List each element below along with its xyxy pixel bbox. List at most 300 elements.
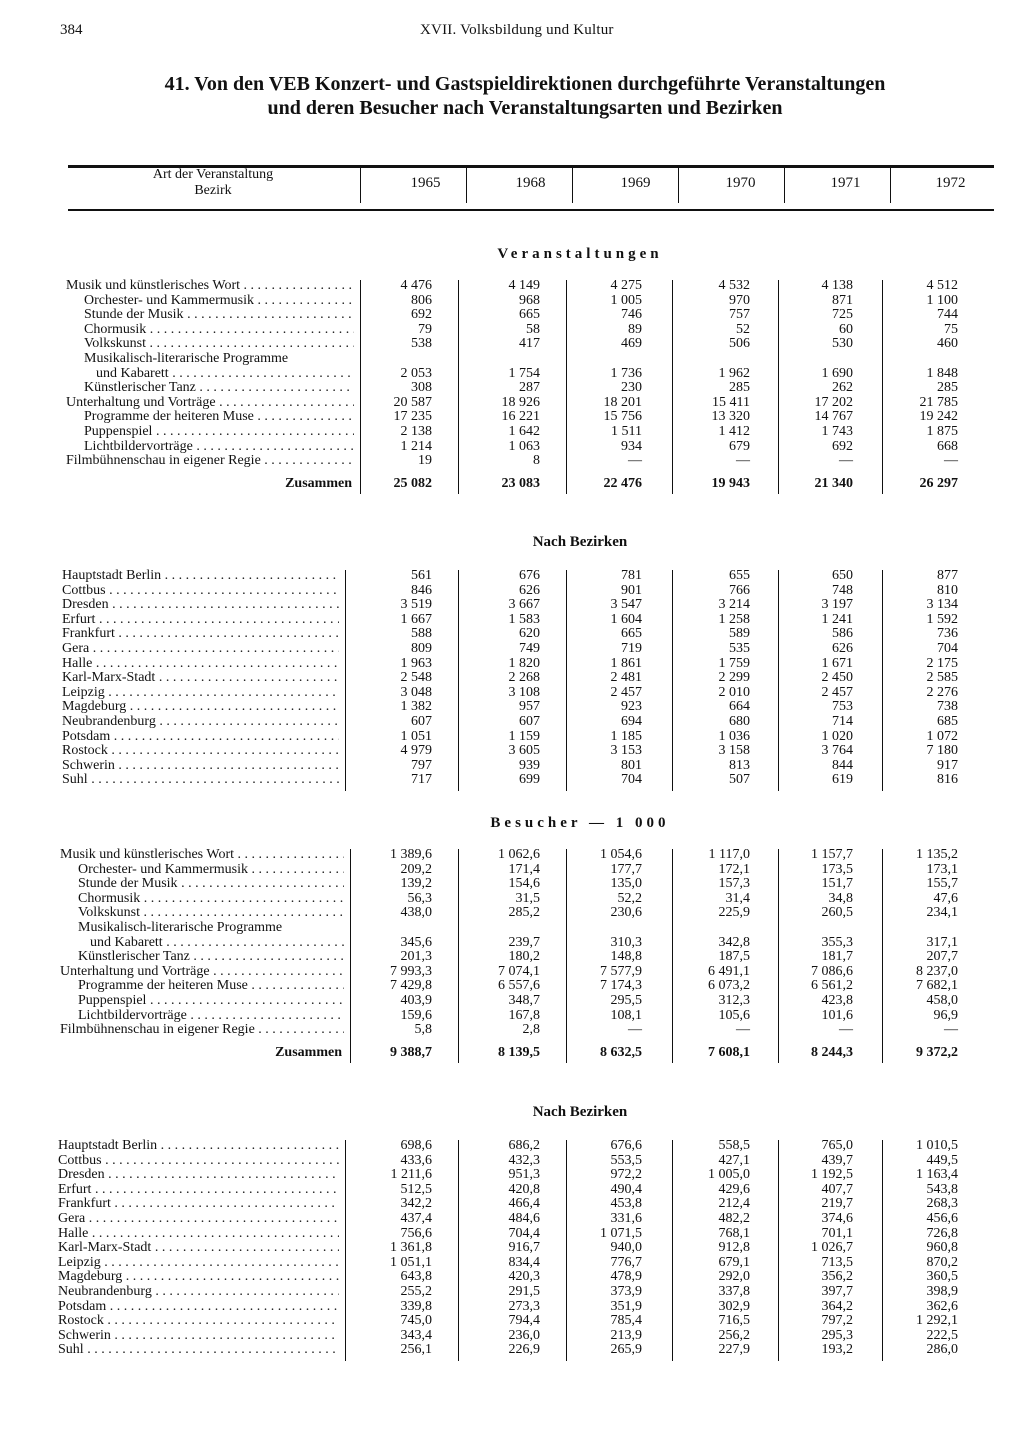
cell-1972: 7 682,1: [916, 978, 958, 994]
cell-1969: 3 547: [610, 597, 642, 613]
row-label: Filmbühnenschau in eigener Regie . . .: [66, 453, 354, 468]
cell-1970: 813: [729, 757, 750, 773]
cell-1971: 844: [832, 757, 853, 773]
cell-1965: 1 361,8: [390, 1240, 432, 1256]
table-row: [0, 568, 1024, 583]
cell-1969: 934: [621, 438, 642, 454]
cell-1971: 356,2: [821, 1269, 853, 1285]
table-row: [0, 949, 1024, 964]
table-row: [0, 1182, 1024, 1197]
year-header-1965: 1965: [410, 175, 441, 191]
cell-1965: 3 048: [400, 684, 432, 700]
cell-1965: 1 211,6: [390, 1167, 432, 1183]
cell-1971: 7 086,6: [811, 963, 853, 979]
cell-1965: 433,6: [400, 1152, 432, 1168]
table-row: [0, 322, 1024, 337]
cell-1972: 362,6: [926, 1298, 958, 1314]
cell-1969: 478,9: [610, 1269, 642, 1285]
cell-1968: 676: [519, 568, 540, 583]
cell-1970: 337,8: [718, 1284, 750, 1299]
cell-1970: 768,1: [718, 1225, 750, 1241]
row-label: Lichtbildervorträge . . .: [78, 1008, 344, 1023]
cell-1970: 3 214: [718, 597, 750, 613]
cell-1969: 1 005: [610, 292, 642, 308]
cell-1971: 714: [832, 714, 853, 729]
row-label: Hauptstadt Berlin . . .: [58, 1138, 339, 1153]
cell-1969: 7 577,9: [600, 963, 642, 979]
cell-1970: 15 411: [712, 394, 750, 410]
row-label: Musik und künstlerisches Wort . . .: [66, 278, 354, 293]
table-row: [0, 758, 1024, 773]
header-divider: [890, 167, 891, 203]
cell-1971: 1 690: [821, 365, 853, 381]
cell-1969: 52,2: [617, 890, 642, 906]
cell-1972: 360,5: [926, 1269, 958, 1285]
cell-1969: 8 632,5: [600, 1044, 642, 1060]
cell-1970: 6 491,1: [708, 963, 750, 979]
cell-1968: 236,0: [508, 1327, 540, 1343]
cell-1972: 155,7: [926, 876, 958, 892]
cell-1970: 589: [729, 626, 750, 642]
table-row: [0, 641, 1024, 656]
header-divider: [466, 167, 467, 203]
cell-1965: 342,2: [400, 1196, 432, 1212]
cell-1969: 89: [628, 321, 642, 337]
column-rule: [778, 1140, 779, 1361]
cell-1970: 1 005,0: [708, 1167, 750, 1183]
table-row: [0, 1240, 1024, 1255]
table-row: [0, 612, 1024, 627]
table-row: [0, 978, 1024, 993]
cell-1970: 13 320: [711, 409, 750, 425]
cell-1965: 2 053: [400, 365, 432, 381]
cell-1970: 302,9: [718, 1298, 750, 1314]
cell-1969: 1 604: [610, 611, 642, 627]
table-row: [0, 1226, 1024, 1241]
row-label: Chormusik . . .: [84, 322, 354, 337]
cell-1971: 692: [832, 438, 853, 454]
cell-1968: 1 063: [508, 438, 540, 454]
cell-1969: 7 174,3: [600, 978, 642, 994]
cell-1965: 797: [411, 757, 432, 773]
column-rule: [672, 280, 673, 494]
cell-1972: 738: [937, 699, 958, 715]
column-rule: [778, 849, 779, 1063]
cell-1965: 437,4: [400, 1211, 432, 1226]
table-row: [0, 1313, 1024, 1328]
cell-1972: 19 242: [919, 409, 958, 425]
cell-1969: 1 736: [610, 365, 642, 381]
cell-1965: 717: [411, 772, 432, 788]
row-label: Frankfurt . . .: [58, 1196, 339, 1211]
cell-1972: 1 135,2: [916, 847, 958, 862]
cell-1970: 757: [729, 307, 750, 323]
cell-1969: 177,7: [610, 861, 642, 877]
year-header-1968: 1968: [515, 175, 546, 191]
cell-1970: 912,8: [718, 1240, 750, 1256]
cell-1965: 403,9: [400, 993, 432, 1008]
header-divider: [572, 167, 573, 203]
cell-1972: 668: [937, 438, 958, 454]
cell-1968: 686,2: [508, 1138, 540, 1153]
cell-1965: 561: [411, 568, 432, 583]
cell-1972: 75: [944, 321, 958, 337]
cell-1972: 1 292,1: [916, 1313, 958, 1329]
cell-1968: 171,4: [508, 861, 540, 877]
cell-1971: 181,7: [821, 949, 853, 965]
column-rule: [882, 1140, 883, 1361]
cell-1965: 56,3: [407, 890, 432, 906]
cell-1969: 1 185: [610, 728, 642, 744]
cell-1971: 1 241: [821, 611, 853, 627]
cell-1969: 453,8: [610, 1196, 642, 1212]
table-row: [0, 307, 1024, 322]
cell-1968: 3 605: [508, 743, 540, 759]
cell-1971: 2 457: [821, 684, 853, 700]
cell-1969: 351,9: [610, 1298, 642, 1314]
cell-1969: 1 511: [611, 424, 642, 439]
cell-1969: 15 756: [603, 409, 642, 425]
year-header-1972: 1972: [935, 175, 966, 191]
cell-1965: 1 382: [400, 699, 432, 715]
cell-1965: 809: [411, 641, 432, 656]
cell-1965: 139,2: [400, 876, 432, 892]
cell-1965: 19: [418, 453, 432, 469]
cell-1965: 308: [411, 380, 432, 396]
cell-1969: 22 476: [603, 475, 642, 491]
cell-1968: 432,3: [508, 1152, 540, 1168]
cell-1965: 745,0: [400, 1313, 432, 1329]
cell-1971: —: [839, 453, 853, 469]
row-label: Orchester- und Kammermusik . . .: [84, 293, 354, 308]
cell-1972: 21 785: [919, 394, 958, 410]
row-label: und Kabarett . . .: [90, 935, 344, 950]
cell-1972: 173,1: [926, 861, 958, 877]
cell-1971: 619: [832, 772, 853, 788]
cell-1969: 940,0: [610, 1240, 642, 1256]
cell-1972: 47,6: [933, 890, 958, 906]
row-label: Filmbühnenschau in eigener Regie . . .: [60, 1022, 344, 1037]
table-row: [0, 366, 1024, 381]
cell-1965: 1 389,6: [390, 847, 432, 862]
row-label: Stunde der Musik . . .: [84, 307, 354, 322]
cell-1969: 148,8: [610, 949, 642, 965]
cell-1968: 834,4: [508, 1254, 540, 1270]
cell-1968: 287: [519, 380, 540, 396]
cell-1970: 970: [729, 292, 750, 308]
cell-1969: 1 861: [610, 655, 642, 671]
cell-1972: 7 180: [926, 743, 958, 759]
cell-1971: —: [839, 1022, 853, 1038]
cell-1968: 226,9: [508, 1342, 540, 1358]
cell-1968: 23 083: [501, 475, 540, 491]
cell-1965: 806: [411, 292, 432, 308]
cell-1970: 105,6: [718, 1007, 750, 1023]
cell-1965: 7 993,3: [390, 963, 432, 979]
cell-1965: 1 214: [400, 438, 432, 454]
cell-1970: 716,5: [718, 1313, 750, 1329]
cell-1965: 1 051,1: [390, 1254, 432, 1270]
cell-1970: 558,5: [718, 1138, 750, 1153]
column-rule: [672, 1140, 673, 1361]
column-rule: [778, 280, 779, 494]
running-head: XVII. Volksbildung und Kultur: [420, 22, 614, 38]
cell-1971: 17 202: [814, 394, 853, 410]
cell-1971: 423,8: [821, 993, 853, 1008]
cell-1971: 713,5: [821, 1254, 853, 1270]
cell-1969: 553,5: [610, 1152, 642, 1168]
cell-1969: 4 275: [610, 278, 642, 293]
cell-1972: 317,1: [926, 934, 958, 950]
section-title: Nach Bezirken: [532, 534, 628, 550]
year-header-1970: 1970: [725, 175, 756, 191]
cell-1971: 193,2: [821, 1342, 853, 1358]
cell-1972: 286,0: [926, 1342, 958, 1358]
table-row: [0, 1022, 1024, 1037]
cell-1969: 295,5: [610, 993, 642, 1008]
cell-1971: 14 767: [814, 409, 853, 425]
cell-1968: 285,2: [508, 905, 540, 921]
row-label: Gera . . .: [62, 641, 339, 656]
cell-1971: 1 192,5: [811, 1167, 853, 1183]
cell-1970: 482,2: [718, 1211, 750, 1226]
cell-1968: 951,3: [508, 1167, 540, 1183]
section-title: Nach Bezirken: [532, 1104, 628, 1120]
table-row: [0, 862, 1024, 877]
cell-1969: 2 481: [610, 670, 642, 686]
column-header: [68, 167, 994, 209]
column-rule: [458, 849, 459, 1063]
table-row: [0, 597, 1024, 612]
cell-1971: 364,2: [821, 1298, 853, 1314]
cell-1971: 871: [832, 292, 853, 308]
cell-1968: 1 820: [508, 655, 540, 671]
column-rule: [672, 849, 673, 1063]
cell-1969: 719: [621, 641, 642, 656]
cell-1968: 420,3: [508, 1269, 540, 1285]
cell-1968: 154,6: [508, 876, 540, 892]
cell-1971: 650: [832, 568, 853, 583]
row-label: Künstlerischer Tanz . . .: [84, 380, 354, 395]
cell-1965: 17 235: [393, 409, 432, 425]
year-header-1971: 1971: [830, 175, 861, 191]
row-label: Dresden . . .: [62, 597, 339, 612]
cell-1972: 2 175: [926, 655, 958, 671]
cell-1965: 4 476: [400, 278, 432, 293]
cell-1969: 310,3: [610, 934, 642, 950]
table-row: [0, 1269, 1024, 1284]
row-label: Künstlerischer Tanz . . .: [78, 949, 344, 964]
column-rule: [566, 1140, 567, 1361]
cell-1970: 187,5: [718, 949, 750, 965]
cell-1970: —: [736, 1022, 750, 1038]
cell-1968: 2,8: [522, 1022, 540, 1038]
cell-1968: 1 754: [508, 365, 540, 381]
cell-1968: 607: [519, 714, 540, 729]
cell-1968: 665: [519, 307, 540, 323]
cell-1965: 846: [411, 582, 432, 598]
row-label: Programme der heiteren Muse . . .: [78, 978, 344, 993]
column-rule: [458, 1140, 459, 1361]
cell-1965: 345,6: [400, 934, 432, 950]
cell-1972: 736: [937, 626, 958, 642]
cell-1970: 52: [736, 321, 750, 337]
column-rule: [672, 570, 673, 791]
cell-1968: 348,7: [508, 993, 540, 1008]
table-row: [0, 626, 1024, 641]
cell-1970: 679: [729, 438, 750, 454]
row-label: Neubrandenburg . . .: [58, 1284, 339, 1299]
row-label: Neubrandenburg . . .: [62, 714, 339, 729]
row-label: Magdeburg . . .: [58, 1269, 339, 1284]
cell-1968: 239,7: [508, 934, 540, 950]
row-label: Chormusik . . .: [78, 891, 344, 906]
cell-1968: 291,5: [508, 1284, 540, 1299]
cell-1970: 2 010: [718, 684, 750, 700]
cell-1969: 2 457: [610, 684, 642, 700]
cell-1972: 2 585: [926, 670, 958, 686]
cell-1971: 355,3: [821, 934, 853, 950]
stub-header-line-1: Art der Veranstaltung: [152, 167, 274, 182]
table-row: [0, 1196, 1024, 1211]
table-row: [0, 1328, 1024, 1343]
column-rule: [566, 280, 567, 494]
cell-1970: 680: [729, 714, 750, 729]
row-label: Leipzig . . .: [62, 685, 339, 700]
cell-1965: 1 963: [400, 655, 432, 671]
row-label: Cottbus . . .: [58, 1153, 339, 1168]
cell-1968: 8: [533, 453, 540, 469]
cell-1970: 342,8: [718, 934, 750, 950]
cell-1971: 407,7: [821, 1181, 853, 1197]
table-title-line-1: 41. Von den VEB Konzert- und Gastspieldirektionen durchgeführte Veranstaltungen: [164, 73, 886, 95]
row-label: Erfurt . . .: [58, 1182, 339, 1197]
cell-1968: 6 557,6: [498, 978, 540, 994]
cell-1971: 262: [832, 380, 853, 396]
row-label: Cottbus . . .: [62, 583, 339, 598]
cell-1971: 3 764: [821, 743, 853, 759]
cell-1972: 543,8: [926, 1181, 958, 1197]
cell-1972: 9 372,2: [916, 1044, 958, 1060]
cell-1971: 260,5: [821, 905, 853, 921]
table-row: [0, 293, 1024, 308]
table-row: [0, 1211, 1024, 1226]
row-label: Dresden . . .: [58, 1167, 339, 1182]
cell-1971: 8 244,3: [811, 1044, 853, 1060]
cell-1971: 101,6: [821, 1007, 853, 1023]
cell-1965: 159,6: [400, 1007, 432, 1023]
cell-1968: 3 667: [508, 597, 540, 613]
cell-1972: 1 010,5: [916, 1138, 958, 1153]
cell-1971: 626: [832, 641, 853, 656]
row-label: Schwerin . . .: [62, 758, 339, 773]
table-row: [0, 409, 1024, 424]
cell-1969: 135,0: [610, 876, 642, 892]
cell-1968: 968: [519, 292, 540, 308]
cell-1971: 765,0: [821, 1138, 853, 1153]
cell-1970: 1 036: [718, 728, 750, 744]
row-label: Suhl . . .: [58, 1342, 339, 1357]
column-rule: [360, 280, 361, 494]
cell-1965: 79: [418, 321, 432, 337]
row-label: Hauptstadt Berlin . . .: [62, 568, 339, 583]
cell-1972: 96,9: [933, 1007, 958, 1023]
cell-1970: 157,3: [718, 876, 750, 892]
cell-1972: —: [944, 1022, 958, 1038]
cell-1968: 167,8: [508, 1007, 540, 1023]
cell-1965: 588: [411, 626, 432, 642]
column-rule: [345, 570, 346, 791]
cell-1970: 507: [729, 772, 750, 788]
cell-1972: 744: [937, 307, 958, 323]
table-row: [0, 336, 1024, 351]
row-label: Orchester- und Kammermusik . . .: [78, 862, 344, 877]
cell-1971: 151,7: [821, 876, 853, 892]
row-label: Karl-Marx-Stadt . . .: [58, 1240, 339, 1255]
cell-1969: 1 054,6: [600, 847, 642, 862]
cell-1970: 31,4: [725, 890, 750, 906]
cell-1968: 957: [519, 699, 540, 715]
cell-1972: 704: [937, 641, 958, 656]
cell-1969: 490,4: [610, 1181, 642, 1197]
cell-1970: 1 258: [718, 611, 750, 627]
header-divider: [784, 167, 785, 203]
cell-1969: 776,7: [610, 1254, 642, 1270]
row-label: Stunde der Musik . . .: [78, 876, 344, 891]
cell-1972: 3 134: [926, 597, 958, 613]
cell-1972: 1 100: [926, 292, 958, 308]
cell-1965: 756,6: [400, 1225, 432, 1241]
cell-1968: 1 583: [508, 611, 540, 627]
cell-1970: 1 412: [718, 424, 750, 439]
table-row: [0, 905, 1024, 920]
cell-1972: 234,1: [926, 905, 958, 921]
cell-1971: 1 671: [821, 655, 853, 671]
cell-1965: 343,4: [400, 1327, 432, 1343]
row-label: Musikalisch-literarische Programme: [78, 920, 283, 935]
cell-1971: 1 157,7: [811, 847, 853, 862]
cell-1972: 4 512: [926, 278, 958, 293]
cell-1968: 699: [519, 772, 540, 788]
row-label: Schwerin . . .: [58, 1328, 339, 1343]
row-label: Rostock . . .: [62, 743, 339, 758]
cell-1972: 460: [937, 336, 958, 352]
table-row: [0, 424, 1024, 439]
row-label: Programme der heiteren Muse . . .: [84, 409, 354, 424]
cell-1969: 230,6: [610, 905, 642, 921]
cell-1972: 207,7: [926, 949, 958, 965]
cell-1969: 331,6: [610, 1211, 642, 1226]
cell-1968: 273,3: [508, 1298, 540, 1314]
cell-1972: 398,9: [926, 1284, 958, 1299]
table-row: [0, 847, 1024, 862]
cell-1965: 698,6: [400, 1138, 432, 1153]
cell-1971: 60: [839, 321, 853, 337]
cell-1972: 726,8: [926, 1225, 958, 1241]
table-row: [0, 772, 1024, 787]
cell-1968: 466,4: [508, 1196, 540, 1212]
cell-1965: 2 138: [400, 424, 432, 439]
cell-1969: 801: [621, 757, 642, 773]
row-label: Zusammen: [275, 1044, 342, 1060]
cell-1972: 685: [937, 714, 958, 729]
cell-1965: 5,8: [414, 1022, 432, 1038]
cell-1972: 1 848: [926, 365, 958, 381]
column-rule: [350, 849, 351, 1063]
row-label: Erfurt . . .: [62, 612, 339, 627]
cell-1968: 417: [519, 336, 540, 352]
table-row: [0, 278, 1024, 293]
